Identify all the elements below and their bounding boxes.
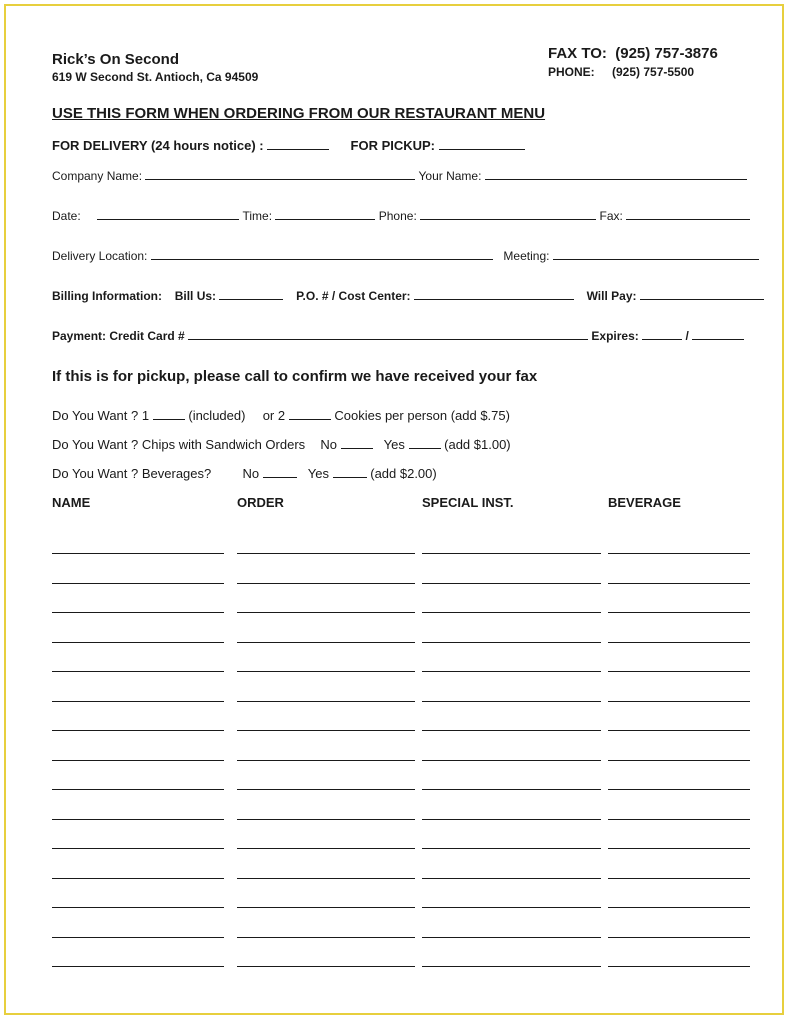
po-cost-center-field[interactable] xyxy=(414,288,574,300)
order-line-beverage[interactable] xyxy=(608,819,750,820)
location-row xyxy=(52,248,759,263)
order-line-name[interactable] xyxy=(52,701,224,702)
order-line-special-instructions[interactable] xyxy=(422,701,601,702)
delivery-field[interactable] xyxy=(267,138,329,150)
order-line-order[interactable] xyxy=(237,642,415,643)
order-line-special-instructions[interactable] xyxy=(422,937,601,938)
order-line-special-instructions[interactable] xyxy=(422,819,601,820)
order-line-name[interactable] xyxy=(52,642,224,643)
order-line-order[interactable] xyxy=(237,819,415,820)
order-line-special-instructions[interactable] xyxy=(422,671,601,672)
column-header-name: NAME xyxy=(52,495,91,510)
column-header-special-instructions: SPECIAL INST. xyxy=(422,495,514,510)
order-line-special-instructions[interactable] xyxy=(422,583,601,584)
chips-yes-label: Yes xyxy=(383,437,405,452)
bill-us-label: Bill Us: xyxy=(174,289,217,303)
order-line-name[interactable] xyxy=(52,878,224,879)
phone-line xyxy=(548,65,694,79)
will-pay-field[interactable] xyxy=(640,288,764,300)
payment-label: Payment: xyxy=(52,329,107,343)
pickup-note: If this is for pickup, please call to confirm we have received your fax xyxy=(52,368,538,385)
order-line-beverage[interactable] xyxy=(608,730,750,731)
meeting-field[interactable] xyxy=(553,248,759,260)
order-line-order[interactable] xyxy=(237,671,415,672)
meeting-label: Meeting: xyxy=(503,249,550,263)
order-line-name[interactable] xyxy=(52,937,224,938)
order-line-name[interactable] xyxy=(52,583,224,584)
order-line-special-instructions[interactable] xyxy=(422,789,601,790)
order-line-order[interactable] xyxy=(237,907,415,908)
fax-field-label: Fax: xyxy=(599,209,623,223)
chips-option xyxy=(52,437,511,452)
order-form-page xyxy=(4,4,784,1015)
cookies-question: Do You Want ? xyxy=(52,408,139,423)
beverages-yes-label: Yes xyxy=(307,466,329,481)
order-line-order[interactable] xyxy=(237,760,415,761)
fax-line xyxy=(548,45,718,62)
time-label: Time: xyxy=(242,209,273,223)
order-line-order[interactable] xyxy=(237,612,415,613)
store-name: Rick’s On Second xyxy=(52,51,179,68)
cookies-one-label: 1 xyxy=(141,408,150,423)
expires-label: Expires: xyxy=(591,329,639,343)
fax-number: (925) 757-3876 xyxy=(615,45,718,62)
pickup-label: FOR PICKUP: xyxy=(350,138,436,153)
pickup-field[interactable] xyxy=(439,138,525,150)
form-title: USE THIS FORM WHEN ORDERING FROM OUR RESTAURANT MENU xyxy=(52,105,546,122)
phone-number: (925) 757-5500 xyxy=(612,65,695,79)
order-line-name[interactable] xyxy=(52,553,224,554)
order-line-order[interactable] xyxy=(237,730,415,731)
cookies-one-field[interactable] xyxy=(153,408,185,420)
cookies-price: Cookies per person (add $.75) xyxy=(334,408,510,423)
date-label: Date: xyxy=(52,209,81,223)
order-line-order[interactable] xyxy=(237,583,415,584)
order-line-beverage[interactable] xyxy=(608,760,750,761)
date-row xyxy=(52,208,750,223)
order-line-beverage[interactable] xyxy=(608,878,750,879)
beverages-yes-field[interactable] xyxy=(333,466,367,478)
billing-row xyxy=(52,288,764,303)
order-line-special-instructions[interactable] xyxy=(422,553,601,554)
store-address: 619 W Second St. Antioch, Ca 94509 xyxy=(52,70,259,84)
order-line-name[interactable] xyxy=(52,848,224,849)
order-line-order[interactable] xyxy=(237,701,415,702)
order-line-name[interactable] xyxy=(52,907,224,908)
company-row xyxy=(52,168,747,183)
order-line-order[interactable] xyxy=(237,553,415,554)
order-line-special-instructions[interactable] xyxy=(422,966,601,967)
phone-label: PHONE: xyxy=(548,65,595,79)
order-line-name[interactable] xyxy=(52,671,224,672)
order-line-special-instructions[interactable] xyxy=(422,612,601,613)
column-header-order: ORDER xyxy=(237,495,284,510)
delivery-label: FOR DELIVERY (24 hours notice) : xyxy=(52,138,264,153)
order-line-beverage[interactable] xyxy=(608,612,750,613)
cookies-included: (included) xyxy=(188,408,246,423)
cookies-two-label: or 2 xyxy=(262,408,286,423)
billing-info-label: Billing Information: xyxy=(52,289,162,303)
order-line-beverage[interactable] xyxy=(608,642,750,643)
order-line-order[interactable] xyxy=(237,966,415,967)
credit-card-field[interactable] xyxy=(188,328,588,340)
cookies-two-field[interactable] xyxy=(289,408,331,420)
order-line-order[interactable] xyxy=(237,848,415,849)
expires-month-field[interactable] xyxy=(642,328,682,340)
order-line-special-instructions[interactable] xyxy=(422,878,601,879)
beverages-price: (add $2.00) xyxy=(370,466,437,481)
phone-field[interactable] xyxy=(420,208,596,220)
order-line-order[interactable] xyxy=(237,878,415,879)
chips-no-field[interactable] xyxy=(341,437,373,449)
beverages-no-label: No xyxy=(242,466,260,481)
order-line-beverage[interactable] xyxy=(608,671,750,672)
chips-price: (add $1.00) xyxy=(444,437,511,452)
fax-field[interactable] xyxy=(626,208,750,220)
cookies-option xyxy=(52,408,510,423)
phone-field-label: Phone: xyxy=(378,209,417,223)
order-line-special-instructions[interactable] xyxy=(422,730,601,731)
fax-label: FAX TO: xyxy=(548,45,607,62)
order-line-special-instructions[interactable] xyxy=(422,642,601,643)
expires-year-field[interactable] xyxy=(692,328,744,340)
order-line-beverage[interactable] xyxy=(608,966,750,967)
order-line-beverage[interactable] xyxy=(608,583,750,584)
order-line-special-instructions[interactable] xyxy=(422,907,601,908)
company-name-label: Company Name: xyxy=(52,169,143,183)
date-field[interactable] xyxy=(97,208,239,220)
po-cost-center-label: P.O. # / Cost Center: xyxy=(296,289,411,303)
order-line-order[interactable] xyxy=(237,937,415,938)
beverages-option xyxy=(52,466,437,481)
order-line-name[interactable] xyxy=(52,760,224,761)
company-name-field[interactable] xyxy=(145,168,415,180)
order-line-name[interactable] xyxy=(52,819,224,820)
order-line-order[interactable] xyxy=(237,789,415,790)
order-line-special-instructions[interactable] xyxy=(422,760,601,761)
chips-question: Do You Want ? Chips with Sandwich Orders xyxy=(52,437,306,452)
bill-us-field[interactable] xyxy=(219,288,283,300)
your-name-label: Your Name: xyxy=(418,169,482,183)
payment-row xyxy=(52,328,744,343)
order-line-beverage[interactable] xyxy=(608,848,750,849)
column-header-beverage: BEVERAGE xyxy=(608,495,681,510)
delivery-row xyxy=(52,138,525,153)
order-line-name[interactable] xyxy=(52,789,224,790)
order-line-beverage[interactable] xyxy=(608,937,750,938)
delivery-location-label: Delivery Location: xyxy=(52,249,148,263)
order-line-beverage[interactable] xyxy=(608,907,750,908)
will-pay-label: Will Pay: xyxy=(586,289,637,303)
beverages-question: Do You Want ? Beverages? xyxy=(52,466,212,481)
your-name-field[interactable] xyxy=(485,168,747,180)
beverages-no-field[interactable] xyxy=(263,466,297,478)
order-line-name[interactable] xyxy=(52,730,224,731)
order-line-name[interactable] xyxy=(52,612,224,613)
order-line-special-instructions[interactable] xyxy=(422,848,601,849)
order-line-beverage[interactable] xyxy=(608,553,750,554)
chips-no-label: No xyxy=(320,437,338,452)
credit-card-label: Credit Card # xyxy=(109,329,185,343)
order-line-beverage[interactable] xyxy=(608,701,750,702)
delivery-location-field[interactable] xyxy=(151,248,493,260)
order-line-beverage[interactable] xyxy=(608,789,750,790)
expires-separator: / xyxy=(685,329,689,343)
time-field[interactable] xyxy=(275,208,375,220)
chips-yes-field[interactable] xyxy=(409,437,441,449)
order-line-name[interactable] xyxy=(52,966,224,967)
